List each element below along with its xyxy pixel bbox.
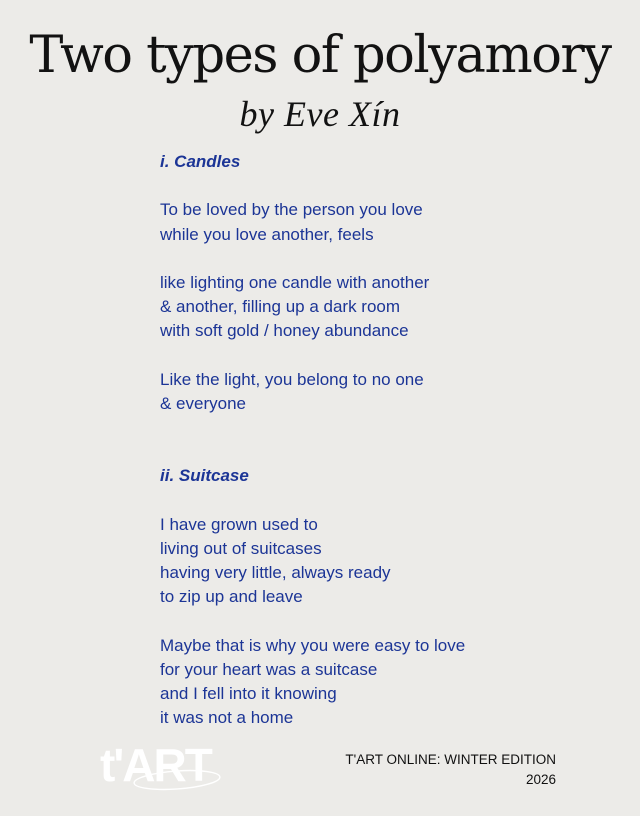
poem-line: living out of suitcases [160,539,322,559]
edition-label [345,750,556,790]
poem-line: for your heart was a suitcase [160,659,378,679]
stanza-break [160,344,600,368]
logo-ring-icon [132,768,222,792]
poem-line: with soft gold / honey abundance [160,321,409,341]
stanza-break [160,247,600,271]
edition-name: T'ART ONLINE: WINTER EDITION [345,752,556,767]
poem-line: I have grown used to [160,514,318,534]
logo-text: t'ART [100,739,211,791]
stanza-break [160,489,600,513]
section-break [160,416,600,464]
poem-line: & another, filling up a dark room [160,297,401,317]
stanza-break [160,174,600,198]
poem-line: Maybe that is why you were easy to love [160,635,466,655]
poem-line: it was not a home [160,708,294,728]
poem-line: Like the light, you belong to no one [160,369,424,389]
stanza-break [160,610,600,634]
poem-line: while you love another, feels [160,224,374,244]
poem-line: like lighting one candle with another [160,272,430,292]
edition-year: 2026 [525,772,556,787]
poem-line: to zip up and leave [160,587,303,607]
poem-title: Two types of polyamory [29,26,611,85]
tart-logo [100,739,224,798]
poem-line: having very little, always ready [160,563,391,583]
section-heading-candles: i. Candles [160,152,241,171]
author-byline: by Eve Xín [239,94,401,134]
poem-body [160,150,600,731]
poem-line: & everyone [160,393,246,413]
poem-line: and I fell into it knowing [160,684,337,704]
poem-line: To be loved by the person you love [160,200,423,220]
section-heading-suitcase: ii. Suitcase [160,466,249,486]
